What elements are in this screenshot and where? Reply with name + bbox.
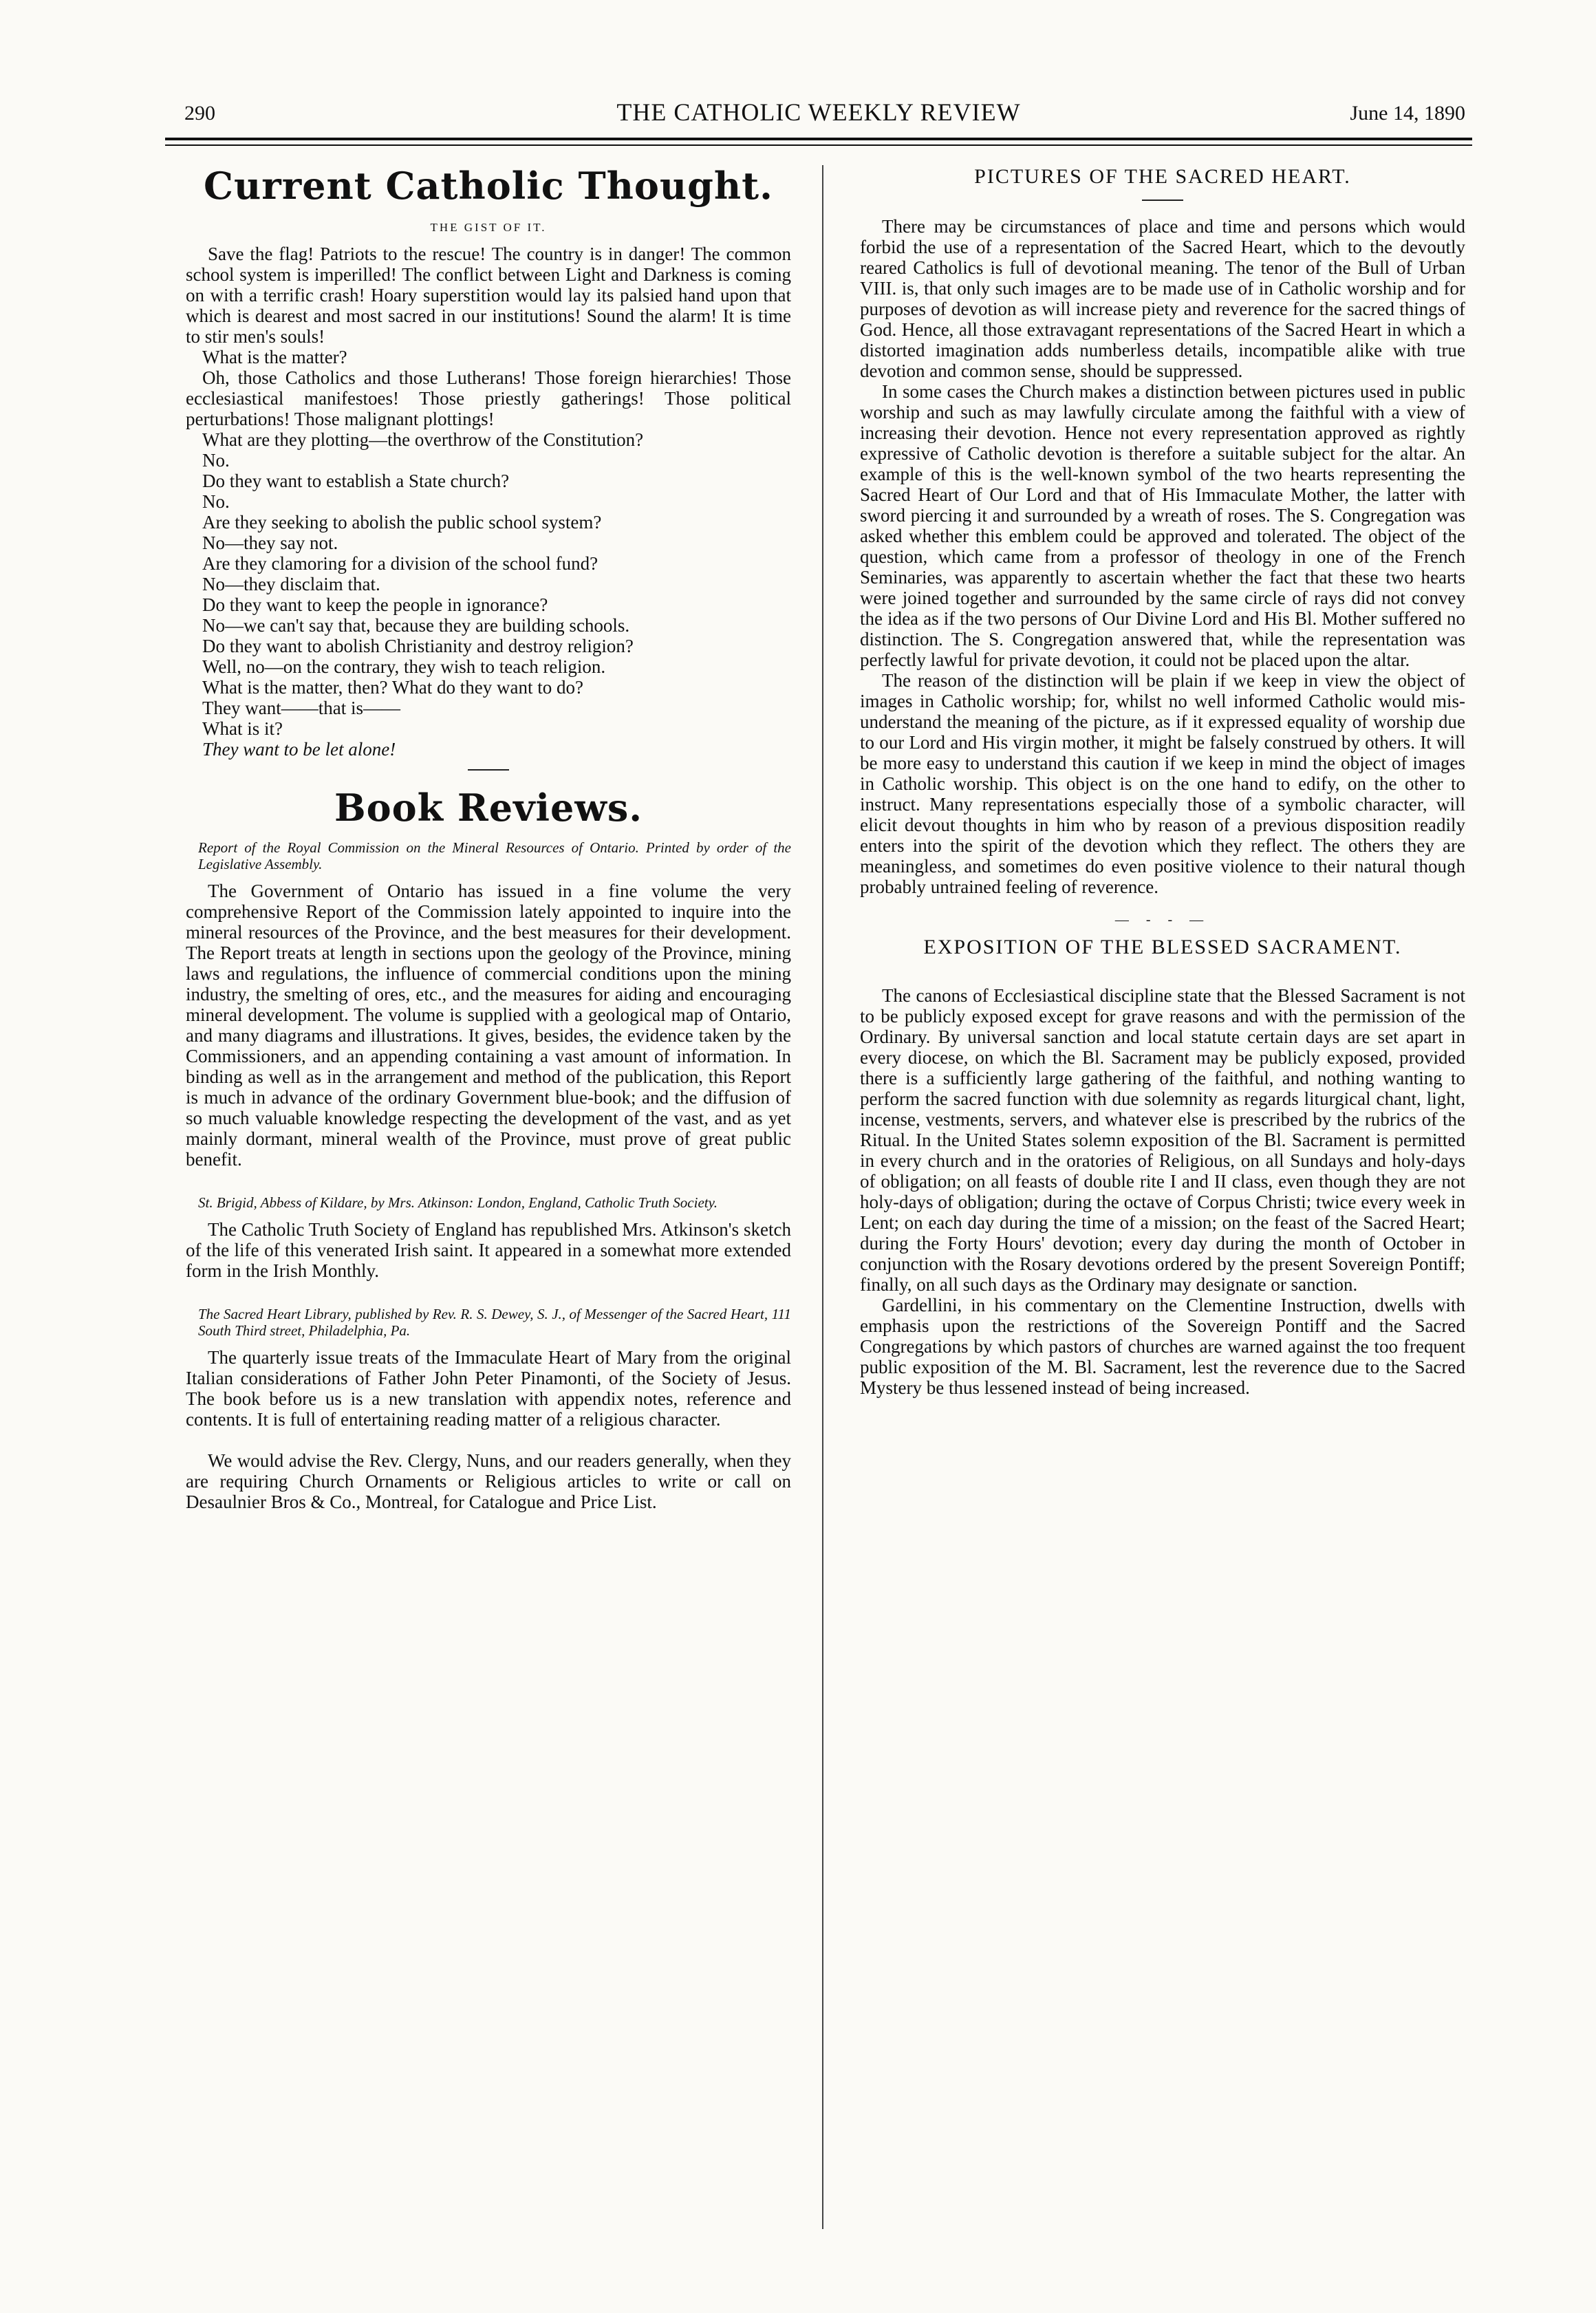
- review-text: The Government of Ontario has issued in a fine volume the very comprehensive Report of the Commission lately appointed to inquire into the mineral resources of the Province, and the best measures for their development. The Report treats at length in sections upon the geology of the Province, mining laws and regulations, the influence of commercial conditions upon the mining industry, the smelting of ores, etc., and the measures for aiding and encouraging mineral development. The volume is supplied with a geological map of Ontario, and many diagrams and illustrations. It gives, besides, the evidence taken by the Commissioners, and an appending containing a vast amount of information. In binding as well as in the arrangement and method of the publication, this Report is much in advance of the ordinary Government blue-book; and the diffusion of so much valuable knowledge respecting the development of the vast, and as yet mainly dormant, mineral wealth of the Province, must prove of great public benefit.: [186, 881, 791, 1170]
- article-paragraph: There may be circumstances of place and time and persons which would forbid the use of a representation of the Sacred Heart, which to the devoutly reared Catholics is full of devotional meaning. The tenor of the Bull of Urban VIII. is, that only such images are to be made use of in Catholic worship and for purposes of devotion as will increase piety and reverence for the sacred things of God. Hence, all those extravagant representations of the Sacred Heart in which a distorted imagination adds numberless details, incompatible alike with true devotion and common sense, should be suppressed.: [860, 216, 1465, 381]
- dialogue-line: Do they want to keep the people in ignorance?: [202, 594, 548, 615]
- review-citation: [186, 839, 791, 872]
- article-paragraph: In some cases the Church makes a distinction between pictures used in public worship and such as may lawfully circulate among the faithful with a view of increasing their devotion. Hence not every representation approved as rightly expressive of Catholic devotion is therefore a suitable subject for the altar. An example of this is the well-known symbol of the two hearts representing the Sacred Heart of Our Lord and that of His Immaculate Mother, the latter with sword piercing it and surrounded by a wreath of roses. The S. Congregation was asked whether this emblem could be approved and tolerated. The object of the question, which came from a professor of theology in one of the French Seminaries, was apparently to ascertain whether the fact that these two hearts were joined together and surrounded by the same circle of rays did not convey the idea as if the two persons of Our Divine Lord and His Bl. Mother suffered no distinction. The S. Congregation answered that, while the representation was perfectly lawful for private devotion, it could not be placed upon the altar.: [860, 381, 1465, 670]
- page-number: 290: [184, 102, 215, 125]
- section-title-exposition: EXPOSITION OF THE BLESSED SACRAMENT.: [923, 936, 1402, 958]
- article-paragraph: Gardellini, in his commentary on the Clementine Instruction, dwells with emphasis upon the restrictions of the Sovereign Pontiff and the Sacred Congregations by which pastors of churches are warned against the too frequent public exposition of the M. Bl. Sacrament, lest the reverence due to the Sacred Mystery be thus lessened instead of being increased.: [860, 1295, 1465, 1398]
- dialogue-line: No—they say not.: [202, 532, 338, 553]
- review-citation: [186, 1306, 791, 1339]
- review-text: The quarterly issue treats of the Immaculate Heart of Mary from the original Italian considerations of Father John Peter Pinamonti, of the Society of Jesus. The book before us is a new translation with appendix notes, reference and contents. It is full of entertaining reading matter of a religious character.: [186, 1347, 791, 1430]
- dialogue-line: No—we can't say that, because they are building schools.: [202, 615, 630, 636]
- dialogue-line: Are they seeking to abolish the public school system?: [202, 512, 602, 532]
- review-citation-text: Report of the Royal Commission on the Mineral Resources of Ontario. Printed by order of the Legislative Assembly.: [198, 839, 791, 872]
- closing-line: They want to be let alone!: [202, 739, 396, 760]
- dialogue-line: Well, no—on the contrary, they wish to teach religion.: [202, 656, 606, 677]
- dialogue-line: What is the matter, then? What do they want to do?: [202, 677, 584, 698]
- header-rule-thin: [165, 144, 1472, 146]
- issue-date: June 14, 1890: [1350, 102, 1465, 125]
- dialogue-line: They want——that is——: [202, 698, 400, 718]
- review-text: The Catholic Truth Society of England has republished Mrs. Atkinson's sketch of the life of this venerated Irish saint. It appeared in a somewhat more extended form in the Irish Monthly.: [186, 1219, 791, 1281]
- advertisement-notice: We would advise the Rev. Clergy, Nuns, and our readers generally, when they are requiring Church Ornaments or Religious articles to write or call on Desaulnier Bros & Co., Montreal, for Catalogue and Price List.: [186, 1450, 791, 1512]
- left-column: [186, 160, 791, 2237]
- dialogue-line: What is it?: [202, 718, 283, 739]
- section-divider: — - - —: [1114, 912, 1211, 927]
- article-paragraph: The reason of the distinction will be plain if we keep in view the object of images in Catholic worship; for, whilst no well informed Catholic would mis-understand the meaning of the picture, as if it expressed equality of worship due to our Lord and His virgin mother, it might be falsely construed by others. It will be more easy to understand this caution if we keep in mind the object of images in Catholic worship. This object is on the one hand to edify, on the other to instruct. Many representations especially those of a symbolic character, will elicit devout thoughts in him who by reason of a previous disposition readily enters into the spirit of the devotion which they reflect. The others they are meaningless, and sometimes do even positive violence to their natural though probably untrained feeling of reverence.: [860, 670, 1465, 897]
- publication-title: THE CATHOLIC WEEKLY REVIEW: [616, 98, 1021, 126]
- review-citation-text: The Sacred Heart Library, published by Rev. R. S. Dewey, S. J., of Messenger of the Sacred Heart, 111 South Third street, Philadelphia, Pa.: [198, 1306, 791, 1339]
- section-divider: [1142, 200, 1183, 201]
- dialogue-line: No—they disclaim that.: [202, 574, 380, 594]
- section-title-book-reviews: Book Reviews.: [334, 786, 643, 830]
- dialogue-line: No.: [202, 491, 230, 512]
- dialogue-line: Oh, those Catholics and those Lutherans! Those foreign hierarchies! Those ecclesiastical manifestoes! Those priestly gatherings! Those political perturbations! Those malignant plottings!: [186, 367, 791, 429]
- review-citation-text: St. Brigid, Abbess of Kildare, by Mrs. Atkinson: London, England, Catholic Truth Society.: [198, 1194, 718, 1211]
- dialogue: [186, 347, 791, 760]
- right-column: [860, 160, 1465, 2237]
- section-title-sacred-heart: PICTURES OF THE SACRED HEART.: [974, 165, 1351, 188]
- section-divider: [468, 769, 509, 771]
- dialogue-line: Do they want to establish a State church?: [202, 471, 510, 491]
- dialogue-line: What are they plotting—the overthrow of the Constitution?: [202, 429, 644, 450]
- dialogue-line: What is the matter?: [202, 347, 347, 367]
- dialogue-line: Are they clamoring for a division of the school fund?: [202, 553, 598, 574]
- section-title-current-catholic-thought: Current Catholic Thought.: [204, 164, 773, 208]
- section-subtitle: THE GIST OF IT.: [430, 221, 547, 234]
- column-divider: [822, 165, 823, 2229]
- review-citation: [186, 1194, 791, 1211]
- article-paragraph: Save the flag! Patriots to the rescue! The country is in danger! The common school system is imperilled! The conflict between Light and Darkness is coming on with a terrific crash! Hoary superstition would lay its palsied hand upon that which is dearest and most sacred in our institutions! Sound the alarm! It is time to stir men's souls!: [186, 244, 791, 347]
- article-paragraph: The canons of Ecclesiastical discipline state that the Blessed Sacrament is not to be publicly exposed except for grave reasons and with the permission of the Ordinary. By universal sanction and local statute certain days are set apart in every diocese, on which the Bl. Sacrament may be publicly exposed, provided there is a sufficiently large gathering of the faithful, and nothing wanting to perform the sacred function with due solemnity as regards liturgical chant, light, incense, vestments, servers, and whatever else is prescribed by the rubrics of the Ritual. In the United States solemn exposition of the Bl. Sacrament is permitted in every church and in the oratories of Religious, on all Sundays and holy-days of obligation; on all feasts of double rite I and II class, even though they are not holy-days of obligation; during the octave of Corpus Christi; twice every week in Lent; on each day during the time of a mission; on the feast of the Sacred Heart; during the Forty Hours' devotion; every day during the month of October in conjunction with the Rosary devotions ordered by the present Sovereign Pontiff; finally, on all such days as the Ordinary may designate or sanction.: [860, 985, 1465, 1295]
- header-rule: [165, 138, 1472, 140]
- masthead: [165, 83, 1472, 144]
- dialogue-line: No.: [202, 450, 230, 471]
- dialogue-line: Do they want to abolish Christianity and destroy religion?: [202, 636, 634, 656]
